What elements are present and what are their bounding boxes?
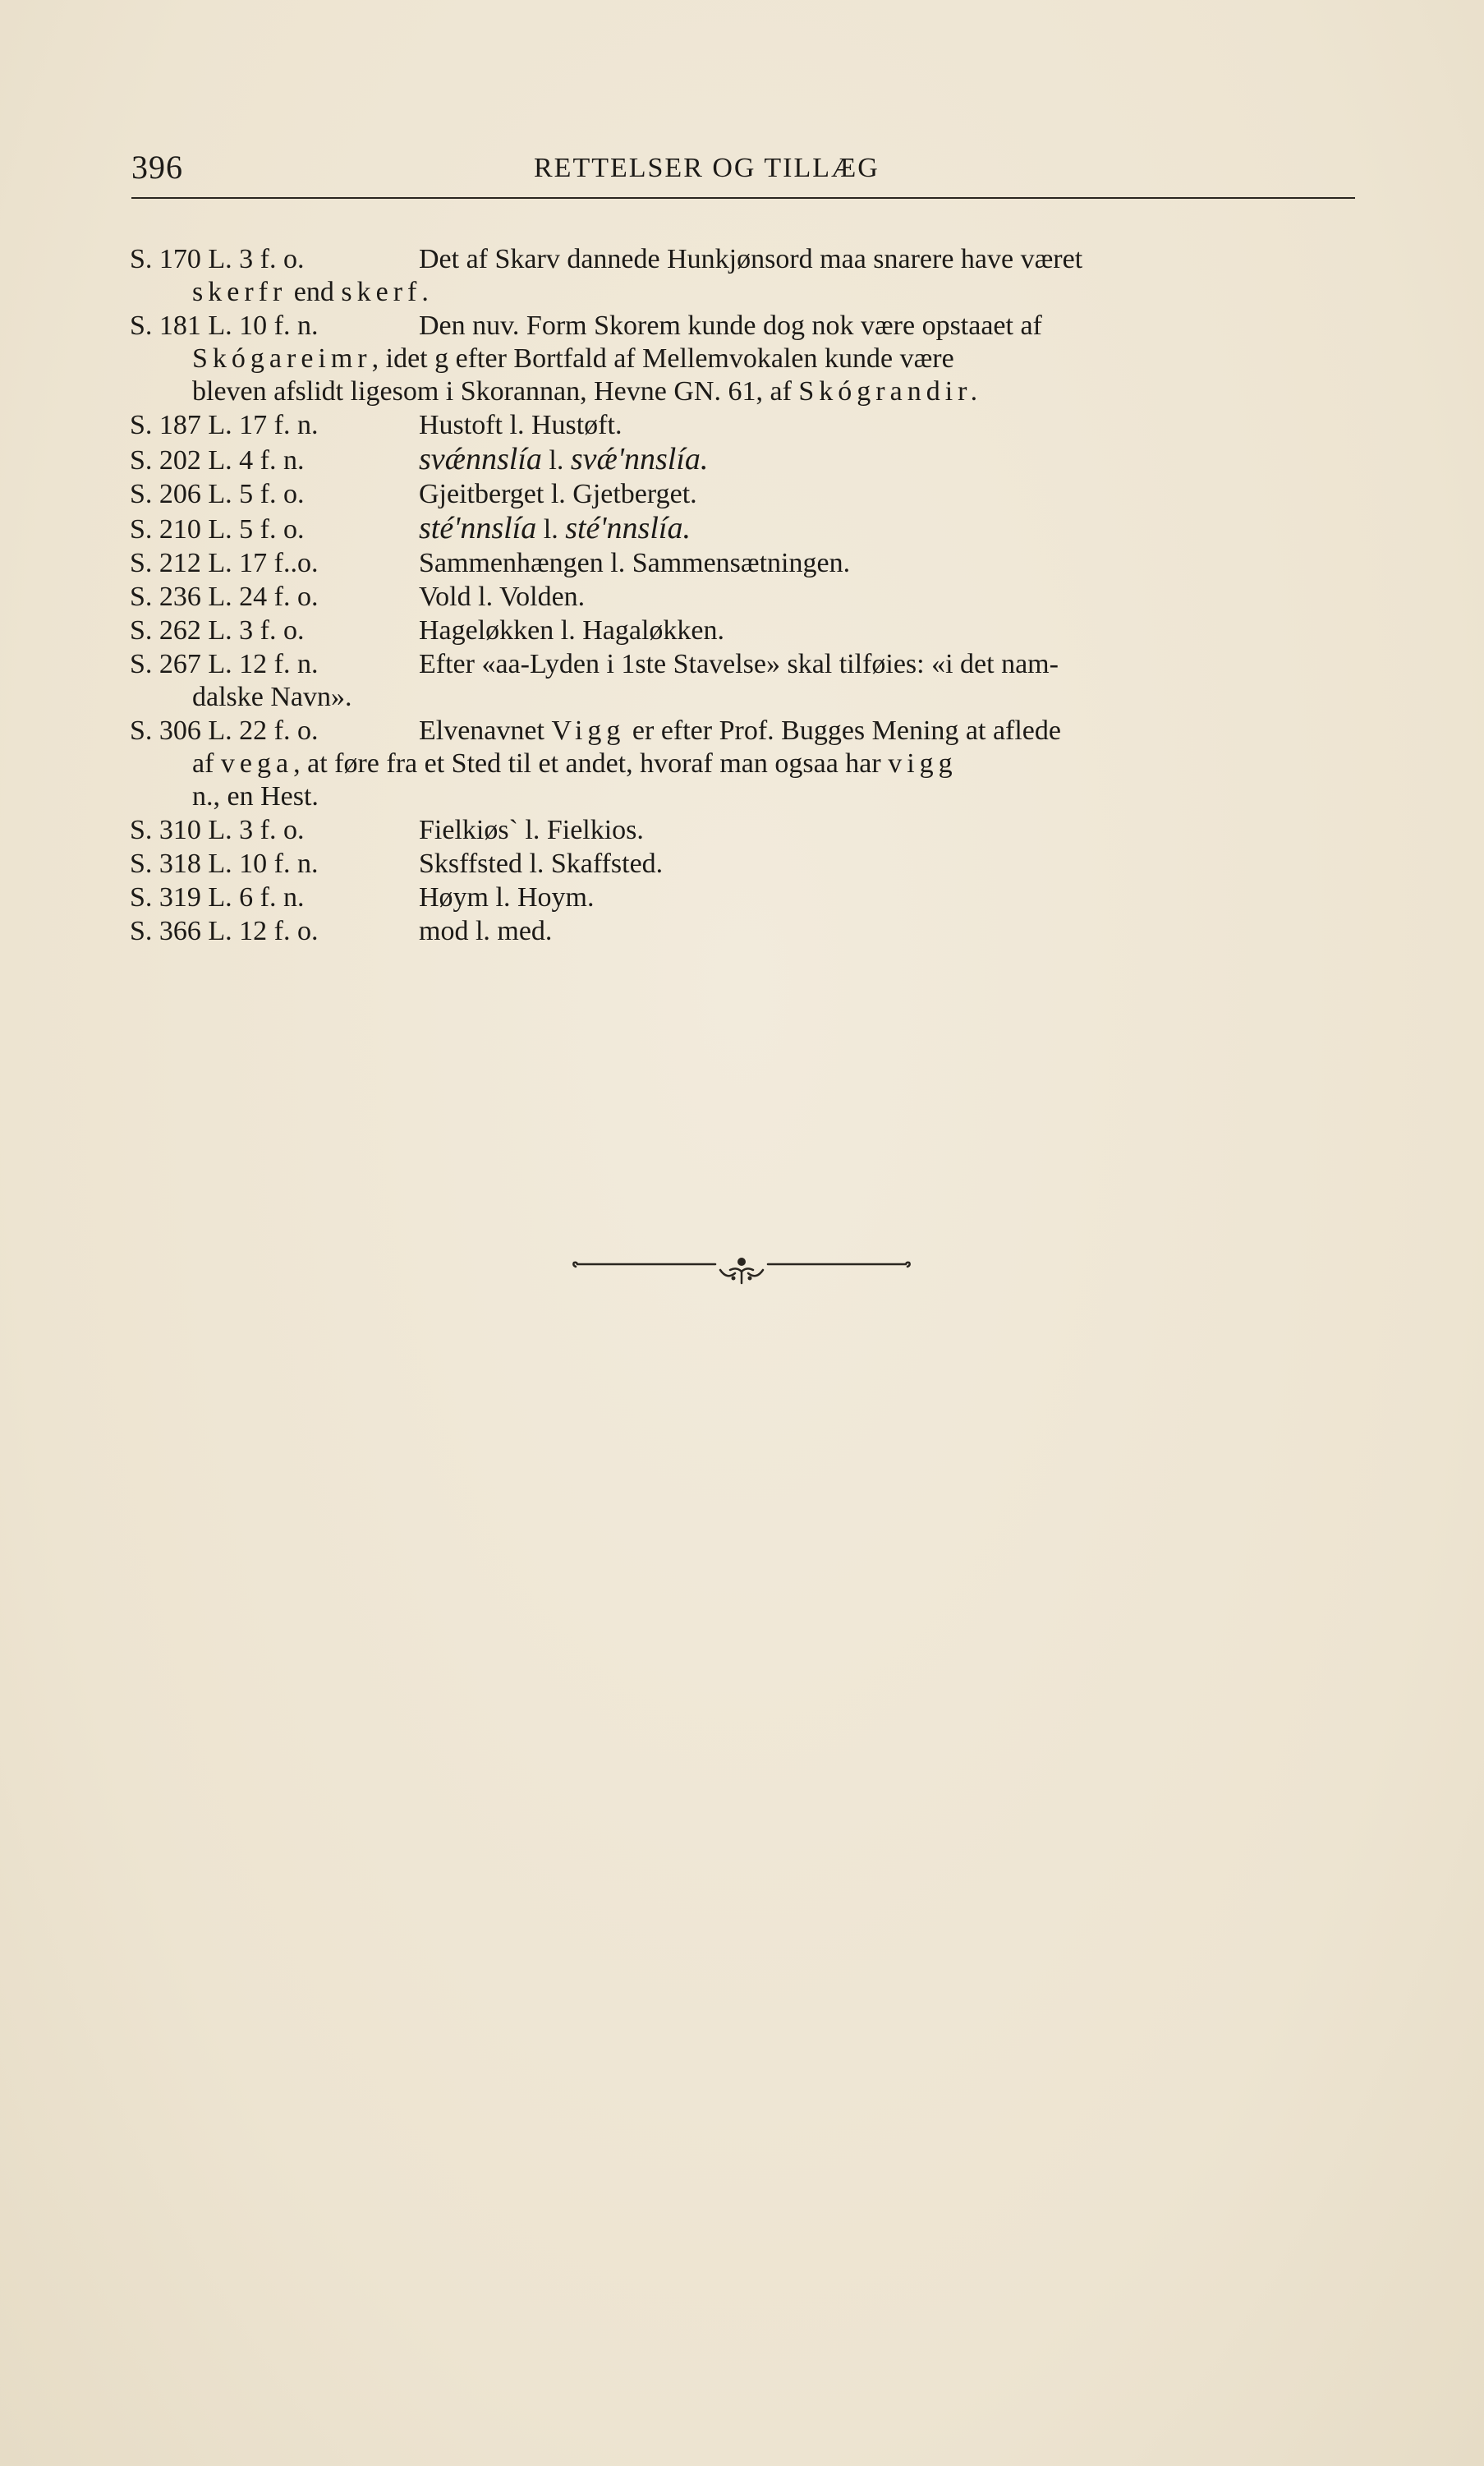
entry-reference: S. 319 L. 6 f. n. xyxy=(130,882,305,913)
entry-reference: S. 318 L. 10 f. n. xyxy=(130,849,319,879)
entry-text: svǽ'nnslía. xyxy=(570,442,709,476)
list-item xyxy=(130,443,1358,477)
entry-reference: S. 206 L. 5 f. o. xyxy=(130,479,305,509)
entry-text: l. xyxy=(536,514,566,545)
list-item xyxy=(130,243,1358,309)
entry-text: Hustoft l. Hustøft. xyxy=(419,410,623,440)
entry-reference: S. 366 L. 12 f. o. xyxy=(130,916,319,946)
entry-reference: S. 181 L. 10 f. n. xyxy=(130,311,319,341)
entry-text: Fielkiøs` l. Fielkios. xyxy=(419,815,644,845)
page-header xyxy=(131,141,1355,191)
entry-text: Det af Skarv dannede Hunkjønsord maa snarere have været xyxy=(419,244,1083,274)
list-item xyxy=(130,614,1358,647)
entry-reference: S. 212 L. 17 f..o. xyxy=(130,548,319,578)
entry-reference: S. 236 L. 24 f. o. xyxy=(130,582,319,612)
entry-text: Elvenavnet xyxy=(419,715,552,746)
entry-text: mod l. med. xyxy=(419,916,553,946)
entry-text: Skógareimr xyxy=(192,343,372,374)
entry-text: bleven afslidt ligesom i Skorannan, Hevne GN. 61, af xyxy=(192,376,799,407)
corrections-list xyxy=(130,243,1358,949)
entry-text: sté'nnslía. xyxy=(565,511,691,545)
entry-text: skerf. xyxy=(341,277,434,307)
list-item xyxy=(130,881,1358,914)
entry-text: end xyxy=(287,277,342,307)
list-item xyxy=(130,310,1358,408)
entry-reference: S. 187 L. 17 f. n. xyxy=(130,410,319,440)
entry-text: sté'nnslía xyxy=(419,511,537,545)
list-item xyxy=(130,547,1358,580)
entry-text: Efter «aa-Lyden i 1ste Stavelse» skal tilføies: «i det nam- xyxy=(419,649,1059,679)
entry-reference: S. 306 L. 22 f. o. xyxy=(130,715,319,746)
entry-reference: S. 310 L. 3 f. o. xyxy=(130,815,305,845)
entry-text: dalske Navn». xyxy=(192,682,352,712)
entry-text: Den nuv. Form Skorem kunde dog nok være opstaaet af xyxy=(419,311,1042,341)
running-head: RETTELSER OG TILLÆG xyxy=(534,153,880,183)
entry-text: , at føre fra et Sted til et andet, hvoraf man ogsaa har xyxy=(293,748,889,779)
page-number: 396 xyxy=(131,149,183,186)
fleuron-ornament-icon xyxy=(569,1255,914,1288)
entry-text: , idet g efter Bortfald af Mellemvokalen kunde være xyxy=(371,343,954,374)
list-item xyxy=(130,478,1358,511)
entry-text: skerfr xyxy=(192,277,287,307)
entry-reference: S. 170 L. 3 f. o. xyxy=(130,244,305,274)
entry-text: Vigg xyxy=(551,715,626,746)
entry-text: svǽnnslía xyxy=(419,442,542,476)
list-item xyxy=(130,648,1358,714)
entry-text: Hageløkken l. Hagaløkken. xyxy=(419,615,724,646)
entry-text: Vold l. Volden. xyxy=(419,582,586,612)
list-item xyxy=(130,814,1358,847)
entry-reference: S. 210 L. 5 f. o. xyxy=(130,514,305,545)
list-item xyxy=(130,715,1358,813)
list-item xyxy=(130,512,1358,546)
entry-text: vigg xyxy=(888,748,958,779)
entry-text: er efter Prof. Bugges Mening at aflede xyxy=(625,715,1061,746)
list-item xyxy=(130,581,1358,614)
entry-text: Sksffsted l. Skaffsted. xyxy=(419,849,664,879)
list-item xyxy=(130,409,1358,442)
header-rule xyxy=(131,197,1355,199)
entry-reference: S. 262 L. 3 f. o. xyxy=(130,615,305,646)
entry-text: af xyxy=(192,748,221,779)
entry-text: Gjeitberget l. Gjetberget. xyxy=(419,479,697,509)
entry-text: n., en Hest. xyxy=(192,781,319,812)
entry-text: Skógrandir. xyxy=(798,376,983,407)
entry-reference: S. 267 L. 12 f. n. xyxy=(130,649,319,679)
entry-text: Sammenhængen l. Sammensætningen. xyxy=(419,548,851,578)
entry-text: Høym l. Hoym. xyxy=(419,882,595,913)
list-item xyxy=(130,915,1358,948)
list-item xyxy=(130,848,1358,881)
entry-text: vega xyxy=(220,748,294,779)
entry-reference: S. 202 L. 4 f. n. xyxy=(130,445,305,476)
entry-text: l. xyxy=(541,445,571,476)
